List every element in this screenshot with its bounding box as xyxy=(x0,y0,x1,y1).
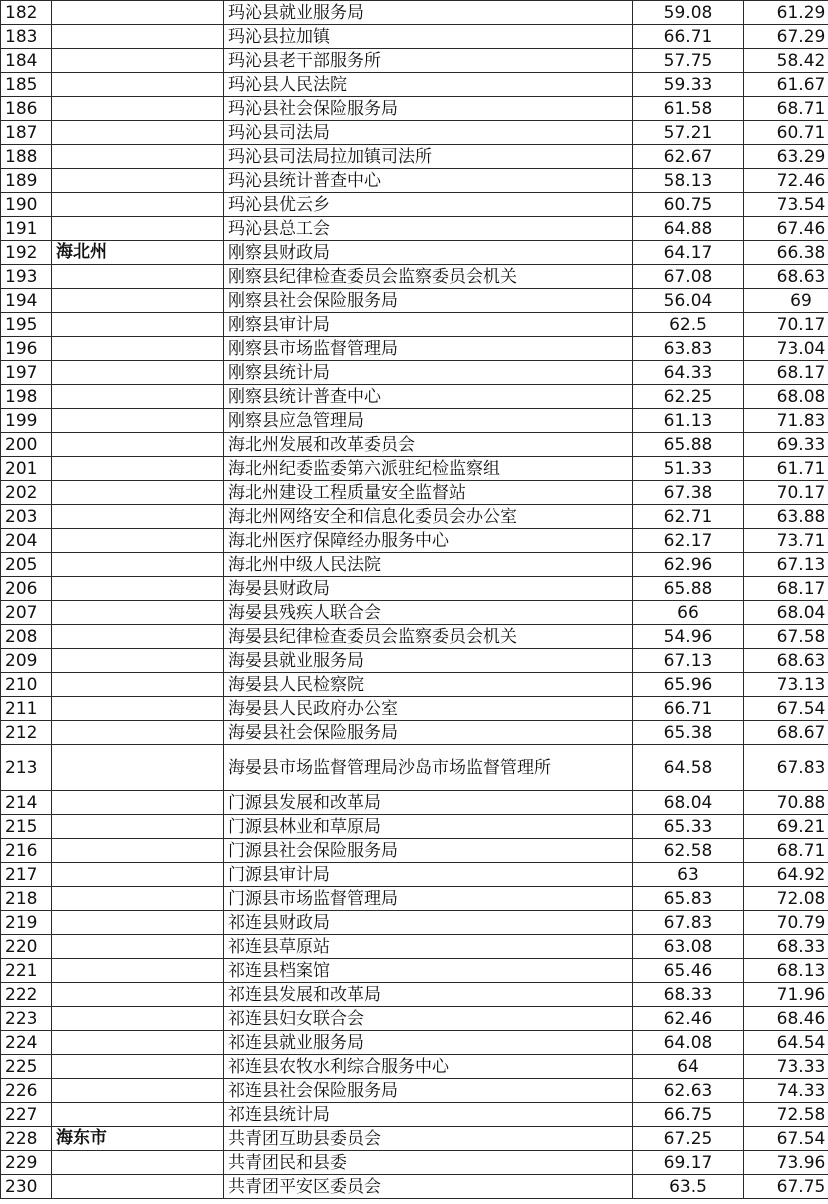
region-cell xyxy=(52,553,224,577)
unit-name-cell: 祁连县社会保险服务局 xyxy=(224,1079,633,1103)
score-2-cell: 60.71 xyxy=(744,121,828,145)
unit-name-cell: 海北州纪委监委第六派驻纪检监察组 xyxy=(224,457,633,481)
unit-name-cell: 刚察县市场监督管理局 xyxy=(224,337,633,361)
table-row xyxy=(1,863,828,887)
row-index-cell: 189 xyxy=(1,169,52,193)
table-row xyxy=(1,1103,828,1127)
row-index-cell: 187 xyxy=(1,121,52,145)
unit-name-cell: 祁连县草原站 xyxy=(224,935,633,959)
score-1-cell: 65.38 xyxy=(633,721,744,745)
score-1-cell: 57.75 xyxy=(633,49,744,73)
row-index-cell: 194 xyxy=(1,289,52,313)
score-1-cell: 65.88 xyxy=(633,433,744,457)
score-1-cell: 67.38 xyxy=(633,481,744,505)
unit-name-cell: 海北州建设工程质量安全监督站 xyxy=(224,481,633,505)
unit-name-cell: 玛沁县司法局拉加镇司法所 xyxy=(224,145,633,169)
unit-name-cell: 海晏县社会保险服务局 xyxy=(224,721,633,745)
table-row xyxy=(1,121,828,145)
score-1-cell: 65.88 xyxy=(633,577,744,601)
score-1-cell: 67.13 xyxy=(633,649,744,673)
region-cell xyxy=(52,385,224,409)
unit-name-cell: 门源县社会保险服务局 xyxy=(224,839,633,863)
row-index-cell: 205 xyxy=(1,553,52,577)
score-2-cell: 68.33 xyxy=(744,935,828,959)
score-2-cell: 68.63 xyxy=(744,649,828,673)
row-index-cell: 191 xyxy=(1,217,52,241)
row-index-cell: 210 xyxy=(1,673,52,697)
row-index-cell: 227 xyxy=(1,1103,52,1127)
score-1-cell: 57.21 xyxy=(633,121,744,145)
score-1-cell: 63.83 xyxy=(633,337,744,361)
row-index-cell: 201 xyxy=(1,457,52,481)
region-cell xyxy=(52,1,224,25)
score-1-cell: 67.83 xyxy=(633,911,744,935)
unit-name-cell: 祁连县妇女联合会 xyxy=(224,1007,633,1031)
unit-name-cell: 刚察县社会保险服务局 xyxy=(224,289,633,313)
unit-name-cell: 刚察县统计普查中心 xyxy=(224,385,633,409)
score-2-cell: 73.13 xyxy=(744,673,828,697)
unit-name-cell: 海北州医疗保障经办服务中心 xyxy=(224,529,633,553)
row-index-cell: 198 xyxy=(1,385,52,409)
score-2-cell: 67.46 xyxy=(744,217,828,241)
unit-name-cell: 门源县林业和草原局 xyxy=(224,815,633,839)
score-1-cell: 63 xyxy=(633,863,744,887)
score-2-cell: 72.46 xyxy=(744,169,828,193)
region-cell xyxy=(52,49,224,73)
score-2-cell: 61.67 xyxy=(744,73,828,97)
region-cell xyxy=(52,1151,224,1175)
unit-name-cell: 海晏县人民政府办公室 xyxy=(224,697,633,721)
table-row xyxy=(1,887,828,911)
region-cell xyxy=(52,121,224,145)
score-2-cell: 74.33 xyxy=(744,1079,828,1103)
score-2-cell: 67.83 xyxy=(744,745,828,791)
table-row xyxy=(1,983,828,1007)
score-2-cell: 61.71 xyxy=(744,457,828,481)
table-row xyxy=(1,457,828,481)
unit-name-cell: 海晏县财政局 xyxy=(224,577,633,601)
score-2-cell: 63.29 xyxy=(744,145,828,169)
row-index-cell: 225 xyxy=(1,1055,52,1079)
region-cell xyxy=(52,983,224,1007)
score-1-cell: 61.58 xyxy=(633,97,744,121)
table-row xyxy=(1,1175,828,1199)
score-1-cell: 64.58 xyxy=(633,745,744,791)
score-1-cell: 62.63 xyxy=(633,1079,744,1103)
table-row xyxy=(1,265,828,289)
table-row xyxy=(1,911,828,935)
region-cell xyxy=(52,1055,224,1079)
table-row xyxy=(1,601,828,625)
unit-name-cell: 门源县市场监督管理局 xyxy=(224,887,633,911)
score-1-cell: 54.96 xyxy=(633,625,744,649)
table-row xyxy=(1,25,828,49)
score-1-cell: 63.5 xyxy=(633,1175,744,1199)
score-2-cell: 68.71 xyxy=(744,97,828,121)
region-cell xyxy=(52,1175,224,1199)
row-index-cell: 229 xyxy=(1,1151,52,1175)
unit-name-cell: 祁连县财政局 xyxy=(224,911,633,935)
score-2-cell: 70.17 xyxy=(744,313,828,337)
table-row xyxy=(1,1127,828,1151)
unit-name-cell: 刚察县应急管理局 xyxy=(224,409,633,433)
region-cell xyxy=(52,721,224,745)
row-index-cell: 197 xyxy=(1,361,52,385)
score-2-cell: 68.67 xyxy=(744,721,828,745)
row-index-cell: 188 xyxy=(1,145,52,169)
score-1-cell: 64.88 xyxy=(633,217,744,241)
row-index-cell: 216 xyxy=(1,839,52,863)
row-index-cell: 208 xyxy=(1,625,52,649)
region-cell xyxy=(52,505,224,529)
row-index-cell: 219 xyxy=(1,911,52,935)
score-2-cell: 68.63 xyxy=(744,265,828,289)
region-cell xyxy=(52,217,224,241)
table-row xyxy=(1,337,828,361)
table-row xyxy=(1,839,828,863)
score-1-cell: 62.67 xyxy=(633,145,744,169)
score-2-cell: 68.46 xyxy=(744,1007,828,1031)
table-row xyxy=(1,73,828,97)
table-row xyxy=(1,1151,828,1175)
score-2-cell: 70.17 xyxy=(744,481,828,505)
score-2-cell: 69.21 xyxy=(744,815,828,839)
score-1-cell: 60.75 xyxy=(633,193,744,217)
score-2-cell: 67.29 xyxy=(744,25,828,49)
score-2-cell: 71.83 xyxy=(744,409,828,433)
region-cell xyxy=(52,911,224,935)
row-index-cell: 224 xyxy=(1,1031,52,1055)
table-row xyxy=(1,1079,828,1103)
score-2-cell: 68.04 xyxy=(744,601,828,625)
score-2-cell: 69.33 xyxy=(744,433,828,457)
unit-name-cell: 玛沁县就业服务局 xyxy=(224,1,633,25)
score-1-cell: 51.33 xyxy=(633,457,744,481)
table-row xyxy=(1,193,828,217)
unit-name-cell: 刚察县统计局 xyxy=(224,361,633,385)
score-1-cell: 64 xyxy=(633,1055,744,1079)
region-cell xyxy=(52,145,224,169)
table-row xyxy=(1,791,828,815)
score-1-cell: 66.75 xyxy=(633,1103,744,1127)
region-cell xyxy=(52,577,224,601)
row-index-cell: 215 xyxy=(1,815,52,839)
row-index-cell: 196 xyxy=(1,337,52,361)
table-row xyxy=(1,625,828,649)
region-cell xyxy=(52,673,224,697)
row-index-cell: 221 xyxy=(1,959,52,983)
score-2-cell: 67.54 xyxy=(744,1127,828,1151)
score-1-cell: 66.71 xyxy=(633,25,744,49)
unit-name-cell: 玛沁县人民法院 xyxy=(224,73,633,97)
row-index-cell: 214 xyxy=(1,791,52,815)
region-cell xyxy=(52,935,224,959)
unit-name-cell: 玛沁县优云乡 xyxy=(224,193,633,217)
score-1-cell: 62.71 xyxy=(633,505,744,529)
row-index-cell: 222 xyxy=(1,983,52,1007)
score-1-cell: 68.04 xyxy=(633,791,744,815)
row-index-cell: 209 xyxy=(1,649,52,673)
region-cell xyxy=(52,745,224,791)
score-2-cell: 67.58 xyxy=(744,625,828,649)
unit-name-cell: 刚察县纪律检查委员会监察委员会机关 xyxy=(224,265,633,289)
unit-name-cell: 海晏县市场监督管理局沙岛市场监督管理所 xyxy=(224,745,633,791)
table-row xyxy=(1,815,828,839)
unit-name-cell: 祁连县统计局 xyxy=(224,1103,633,1127)
table-row xyxy=(1,49,828,73)
region-cell xyxy=(52,73,224,97)
row-index-cell: 204 xyxy=(1,529,52,553)
table-row xyxy=(1,409,828,433)
row-index-cell: 230 xyxy=(1,1175,52,1199)
table-row xyxy=(1,289,828,313)
row-index-cell: 195 xyxy=(1,313,52,337)
region-cell xyxy=(52,289,224,313)
table-row xyxy=(1,169,828,193)
table-row xyxy=(1,649,828,673)
row-index-cell: 220 xyxy=(1,935,52,959)
score-1-cell: 64.33 xyxy=(633,361,744,385)
row-index-cell: 193 xyxy=(1,265,52,289)
score-1-cell: 59.08 xyxy=(633,1,744,25)
row-index-cell: 200 xyxy=(1,433,52,457)
table-body xyxy=(1,1,828,1199)
region-cell xyxy=(52,529,224,553)
score-2-cell: 68.17 xyxy=(744,361,828,385)
score-2-cell: 64.54 xyxy=(744,1031,828,1055)
region-cell xyxy=(52,625,224,649)
unit-name-cell: 刚察县审计局 xyxy=(224,313,633,337)
region-cell xyxy=(52,863,224,887)
region-cell xyxy=(52,1007,224,1031)
score-1-cell: 62.46 xyxy=(633,1007,744,1031)
score-2-cell: 70.88 xyxy=(744,791,828,815)
table-row xyxy=(1,1,828,25)
table-row xyxy=(1,361,828,385)
table-row xyxy=(1,935,828,959)
score-2-cell: 67.75 xyxy=(744,1175,828,1199)
score-2-cell: 63.88 xyxy=(744,505,828,529)
row-index-cell: 183 xyxy=(1,25,52,49)
score-1-cell: 66.71 xyxy=(633,697,744,721)
row-index-cell: 218 xyxy=(1,887,52,911)
row-index-cell: 207 xyxy=(1,601,52,625)
unit-name-cell: 海晏县纪律检查委员会监察委员会机关 xyxy=(224,625,633,649)
row-index-cell: 190 xyxy=(1,193,52,217)
score-1-cell: 62.17 xyxy=(633,529,744,553)
score-1-cell: 62.5 xyxy=(633,313,744,337)
table-row xyxy=(1,313,828,337)
region-cell: 海东市 xyxy=(52,1127,224,1151)
region-cell xyxy=(52,1079,224,1103)
unit-name-cell: 海晏县残疾人联合会 xyxy=(224,601,633,625)
region-cell xyxy=(52,169,224,193)
row-index-cell: 186 xyxy=(1,97,52,121)
region-cell xyxy=(52,433,224,457)
region-cell xyxy=(52,697,224,721)
table-row xyxy=(1,577,828,601)
row-index-cell: 211 xyxy=(1,697,52,721)
score-2-cell: 70.79 xyxy=(744,911,828,935)
row-index-cell: 223 xyxy=(1,1007,52,1031)
region-cell xyxy=(52,1031,224,1055)
unit-name-cell: 祁连县发展和改革局 xyxy=(224,983,633,1007)
score-1-cell: 65.46 xyxy=(633,959,744,983)
table-row xyxy=(1,385,828,409)
score-1-cell: 67.08 xyxy=(633,265,744,289)
score-2-cell: 68.71 xyxy=(744,839,828,863)
score-2-cell: 67.54 xyxy=(744,697,828,721)
unit-name-cell: 海晏县人民检察院 xyxy=(224,673,633,697)
table-row xyxy=(1,1031,828,1055)
table-row xyxy=(1,1055,828,1079)
region-cell xyxy=(52,457,224,481)
table-row xyxy=(1,505,828,529)
unit-name-cell: 祁连县就业服务局 xyxy=(224,1031,633,1055)
unit-name-cell: 玛沁县司法局 xyxy=(224,121,633,145)
score-1-cell: 61.13 xyxy=(633,409,744,433)
region-cell xyxy=(52,601,224,625)
region-cell xyxy=(52,313,224,337)
score-1-cell: 65.33 xyxy=(633,815,744,839)
score-1-cell: 68.33 xyxy=(633,983,744,1007)
row-index-cell: 203 xyxy=(1,505,52,529)
score-2-cell: 67.13 xyxy=(744,553,828,577)
score-1-cell: 66 xyxy=(633,601,744,625)
score-2-cell: 73.96 xyxy=(744,1151,828,1175)
table-row xyxy=(1,697,828,721)
score-2-cell: 68.08 xyxy=(744,385,828,409)
score-2-cell: 68.17 xyxy=(744,577,828,601)
score-1-cell: 62.25 xyxy=(633,385,744,409)
row-index-cell: 192 xyxy=(1,241,52,265)
region-cell xyxy=(52,337,224,361)
score-1-cell: 63.08 xyxy=(633,935,744,959)
score-1-cell: 62.96 xyxy=(633,553,744,577)
score-2-cell: 73.04 xyxy=(744,337,828,361)
region-cell xyxy=(52,481,224,505)
unit-name-cell: 共青团平安区委员会 xyxy=(224,1175,633,1199)
score-1-cell: 67.25 xyxy=(633,1127,744,1151)
row-index-cell: 228 xyxy=(1,1127,52,1151)
row-index-cell: 202 xyxy=(1,481,52,505)
unit-name-cell: 共青团民和县委 xyxy=(224,1151,633,1175)
table-row xyxy=(1,721,828,745)
unit-name-cell: 海北州中级人民法院 xyxy=(224,553,633,577)
region-cell xyxy=(52,791,224,815)
table-row xyxy=(1,145,828,169)
region-cell xyxy=(52,649,224,673)
region-cell xyxy=(52,25,224,49)
unit-name-cell: 玛沁县老干部服务所 xyxy=(224,49,633,73)
region-cell xyxy=(52,815,224,839)
row-index-cell: 226 xyxy=(1,1079,52,1103)
table-row xyxy=(1,1007,828,1031)
region-cell xyxy=(52,265,224,289)
region-cell xyxy=(52,839,224,863)
score-2-cell: 72.08 xyxy=(744,887,828,911)
score-1-cell: 56.04 xyxy=(633,289,744,313)
score-2-cell: 72.58 xyxy=(744,1103,828,1127)
region-cell xyxy=(52,959,224,983)
score-1-cell: 62.58 xyxy=(633,839,744,863)
unit-name-cell: 祁连县档案馆 xyxy=(224,959,633,983)
row-index-cell: 184 xyxy=(1,49,52,73)
score-1-cell: 64.08 xyxy=(633,1031,744,1055)
unit-name-cell: 共青团互助县委员会 xyxy=(224,1127,633,1151)
score-1-cell: 64.17 xyxy=(633,241,744,265)
score-2-cell: 61.29 xyxy=(744,1,828,25)
unit-name-cell: 祁连县农牧水利综合服务中心 xyxy=(224,1055,633,1079)
unit-name-cell: 玛沁县拉加镇 xyxy=(224,25,633,49)
unit-name-cell: 玛沁县社会保险服务局 xyxy=(224,97,633,121)
table-row xyxy=(1,959,828,983)
score-2-cell: 66.38 xyxy=(744,241,828,265)
unit-name-cell: 海晏县就业服务局 xyxy=(224,649,633,673)
unit-name-cell: 玛沁县统计普查中心 xyxy=(224,169,633,193)
score-2-cell: 64.92 xyxy=(744,863,828,887)
score-1-cell: 59.33 xyxy=(633,73,744,97)
unit-name-cell: 门源县审计局 xyxy=(224,863,633,887)
region-cell xyxy=(52,97,224,121)
row-index-cell: 185 xyxy=(1,73,52,97)
table-row xyxy=(1,553,828,577)
region-cell: 海北州 xyxy=(52,241,224,265)
score-1-cell: 65.83 xyxy=(633,887,744,911)
row-index-cell: 217 xyxy=(1,863,52,887)
region-cell xyxy=(52,409,224,433)
score-2-cell: 71.96 xyxy=(744,983,828,1007)
score-2-cell: 73.33 xyxy=(744,1055,828,1079)
unit-name-cell: 海北州网络安全和信息化委员会办公室 xyxy=(224,505,633,529)
unit-name-cell: 海北州发展和改革委员会 xyxy=(224,433,633,457)
region-cell xyxy=(52,1103,224,1127)
score-1-cell: 58.13 xyxy=(633,169,744,193)
row-index-cell: 212 xyxy=(1,721,52,745)
table-row xyxy=(1,97,828,121)
table-row xyxy=(1,529,828,553)
table-row xyxy=(1,217,828,241)
unit-name-cell: 玛沁县总工会 xyxy=(224,217,633,241)
score-2-cell: 73.54 xyxy=(744,193,828,217)
score-2-cell: 68.13 xyxy=(744,959,828,983)
score-2-cell: 73.71 xyxy=(744,529,828,553)
table-row xyxy=(1,433,828,457)
row-index-cell: 199 xyxy=(1,409,52,433)
score-2-cell: 69 xyxy=(744,289,828,313)
table-row xyxy=(1,745,828,791)
region-cell xyxy=(52,887,224,911)
region-cell xyxy=(52,193,224,217)
score-1-cell: 65.96 xyxy=(633,673,744,697)
table-row xyxy=(1,241,828,265)
row-index-cell: 213 xyxy=(1,745,52,791)
unit-name-cell: 刚察县财政局 xyxy=(224,241,633,265)
region-cell xyxy=(52,361,224,385)
row-index-cell: 182 xyxy=(1,1,52,25)
score-1-cell: 69.17 xyxy=(633,1151,744,1175)
table-row xyxy=(1,673,828,697)
table-row xyxy=(1,481,828,505)
row-index-cell: 206 xyxy=(1,577,52,601)
score-2-cell: 58.42 xyxy=(744,49,828,73)
unit-name-cell: 门源县发展和改革局 xyxy=(224,791,633,815)
